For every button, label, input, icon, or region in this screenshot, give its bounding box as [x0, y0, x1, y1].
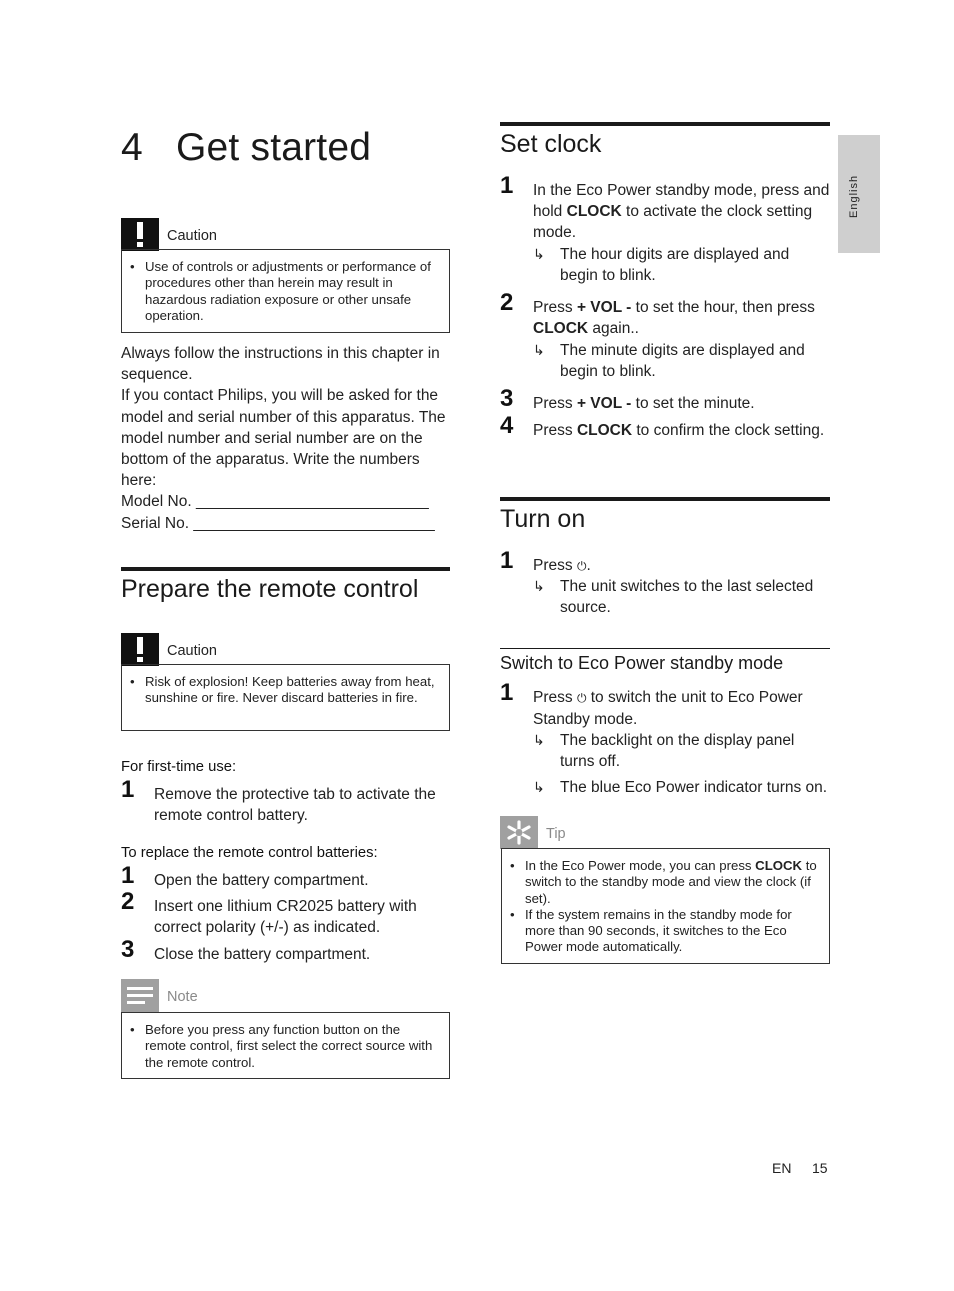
step-text: Close the battery compartment. [154, 946, 371, 963]
tip-item: • If the system remains in the standby mode for more than 90 seconds, it switches to the Eco Power mode automatically. [525, 907, 817, 956]
subsection-rule [500, 648, 830, 649]
intro-line: bottom of the apparatus. Write the numbers [121, 451, 420, 469]
first-time-heading: For first-time use: [121, 759, 237, 775]
result-arrow-icon: ↳ [533, 732, 545, 748]
set-clock-heading: Set clock [500, 130, 602, 158]
step-number: 1 [500, 547, 514, 574]
step-result [533, 777, 830, 798]
step [121, 936, 450, 965]
result-text: The backlight on the display panel turns off. [560, 732, 795, 771]
intro-text [121, 343, 450, 534]
step [121, 776, 450, 826]
step-text-part: again.. [588, 320, 639, 338]
result-text: The minute digits are displayed and begin to blink. [560, 342, 805, 381]
step-number: 2 [121, 888, 135, 915]
replace-heading: To replace the remote control batteries: [121, 845, 378, 861]
clock-key: CLOCK [533, 320, 589, 338]
intro-line: here: [121, 472, 157, 490]
intro-line: model and serial number of this apparatus. The [121, 408, 446, 426]
step [500, 679, 830, 730]
eco-heading: Switch to Eco Power standby mode [500, 653, 784, 673]
section-rule [500, 122, 830, 126]
tip-box [501, 848, 830, 964]
step-text [533, 180, 830, 244]
tip-text-part: In the Eco Power mode, you can press [525, 858, 756, 873]
intro-line: Always follow the instructions in this chapter in [121, 345, 440, 362]
tip-label: Tip [546, 826, 566, 842]
step-text-part: Press [533, 557, 577, 574]
step-text: Insert one lithium CR2025 battery with correct polarity (+/-) as indicated. [154, 898, 417, 937]
chapter-title [121, 126, 371, 170]
result-text: The unit switches to the last selected source. [560, 578, 814, 617]
step-text-part: Press [533, 422, 577, 439]
step-number: 3 [500, 385, 514, 412]
step [500, 289, 830, 339]
result-arrow-icon: ↳ [533, 246, 545, 262]
step [121, 862, 450, 891]
step-text-part: In the Eco Power standby mode, press and hold [533, 182, 830, 221]
tip-text-part: to switch to the standby mode and view the clock (if set). [525, 858, 817, 906]
step-text [533, 393, 830, 414]
caution-label: Caution [167, 643, 217, 659]
tip-item [525, 858, 817, 907]
intro-line: model number and serial number are on the [121, 429, 423, 447]
footer-language: EN [772, 1160, 792, 1176]
intro-line: If you contact Philips, you will be asked for the [121, 387, 439, 405]
exclamation-icon [121, 218, 159, 251]
step-text-part: . [586, 557, 591, 574]
result-arrow-icon: ↳ [533, 578, 545, 594]
step-text-part: to switch the unit to Eco Power Standby mode. [533, 689, 803, 729]
caution-label: Caution [167, 228, 217, 244]
clock-key: CLOCK [576, 422, 633, 439]
step-text [533, 420, 830, 441]
step-result [533, 244, 830, 286]
step [500, 547, 830, 577]
step-number: 1 [121, 862, 135, 889]
remote-heading: Prepare the remote control [121, 575, 419, 603]
step-text: Open the battery compartment. [154, 872, 369, 889]
step-number: 1 [500, 679, 514, 706]
tip-header [500, 816, 830, 848]
caution-header [121, 218, 450, 250]
note-lines-icon [121, 979, 159, 1012]
step-text-part: to activate the clock setting mode. [533, 203, 813, 242]
caution-item: • Risk of explosion! Keep batteries away from heat, sunshine or fire. Never discard batteries in fire. [145, 674, 437, 707]
serial-number-line: Serial No. ____________________________ [121, 514, 435, 532]
note-label: Note [167, 989, 198, 1005]
step-number: 1 [500, 172, 514, 199]
step-text-part: Press [533, 689, 577, 706]
step-text [533, 687, 830, 730]
step [500, 172, 830, 244]
step [121, 888, 450, 938]
step [500, 385, 830, 414]
step-text-part: to set the hour, then press [631, 299, 815, 316]
result-text: The hour digits are displayed and begin to blink. [560, 246, 790, 285]
turn-on-heading: Turn on [500, 505, 586, 533]
note-header [121, 979, 450, 1011]
vol-key: + VOL - [576, 299, 632, 316]
caution-header [121, 633, 450, 665]
vol-key: + VOL - [576, 395, 632, 412]
caution-item: • Use of controls or adjustments or performance of procedures other than herein may result in hazardous radiation exposure or other unsafe operation. [145, 259, 437, 324]
step-number: 1 [121, 776, 135, 803]
step [500, 412, 830, 441]
step-number: 4 [500, 412, 514, 439]
caution-box [121, 664, 450, 731]
language-tab-label: English [848, 174, 860, 218]
step-number: 2 [500, 289, 514, 316]
step-result [533, 730, 830, 772]
language-tab [838, 135, 880, 253]
result-text: The blue Eco Power indicator turns on. [560, 779, 828, 796]
note-item: • Before you press any function button on the remote control, first select the correct source with the remote control. [145, 1022, 437, 1071]
step-result [533, 340, 830, 382]
caution-box [121, 249, 450, 333]
step-text-part: Press [533, 299, 577, 316]
result-arrow-icon: ↳ [533, 342, 545, 358]
step-text: Remove the protective tab to activate the remote control battery. [154, 786, 436, 825]
step-text [533, 297, 830, 339]
step-result [533, 576, 830, 618]
step-text [533, 555, 830, 577]
result-arrow-icon: ↳ [533, 779, 545, 795]
clock-key: CLOCK [566, 203, 622, 221]
power-icon: ⏻ [576, 559, 587, 573]
exclamation-icon [121, 633, 159, 666]
step-text-part: to set the minute. [631, 395, 755, 412]
step-text-part: to confirm the clock setting. [632, 422, 825, 439]
clock-key: CLOCK [755, 858, 803, 873]
section-rule [500, 497, 830, 501]
step-text-part: Press [533, 395, 577, 412]
intro-line: sequence. [121, 366, 193, 384]
step-number: 3 [121, 936, 135, 963]
page-number: 15 [812, 1160, 828, 1176]
model-number-line: Model No. ___________________________ [121, 493, 429, 511]
chapter-number: 4 [121, 126, 143, 169]
note-box [121, 1012, 450, 1079]
power-icon: ⏻ [576, 691, 587, 705]
chapter-title-text: Get started [176, 126, 372, 169]
asterisk-icon [500, 816, 538, 849]
section-rule [121, 567, 450, 571]
